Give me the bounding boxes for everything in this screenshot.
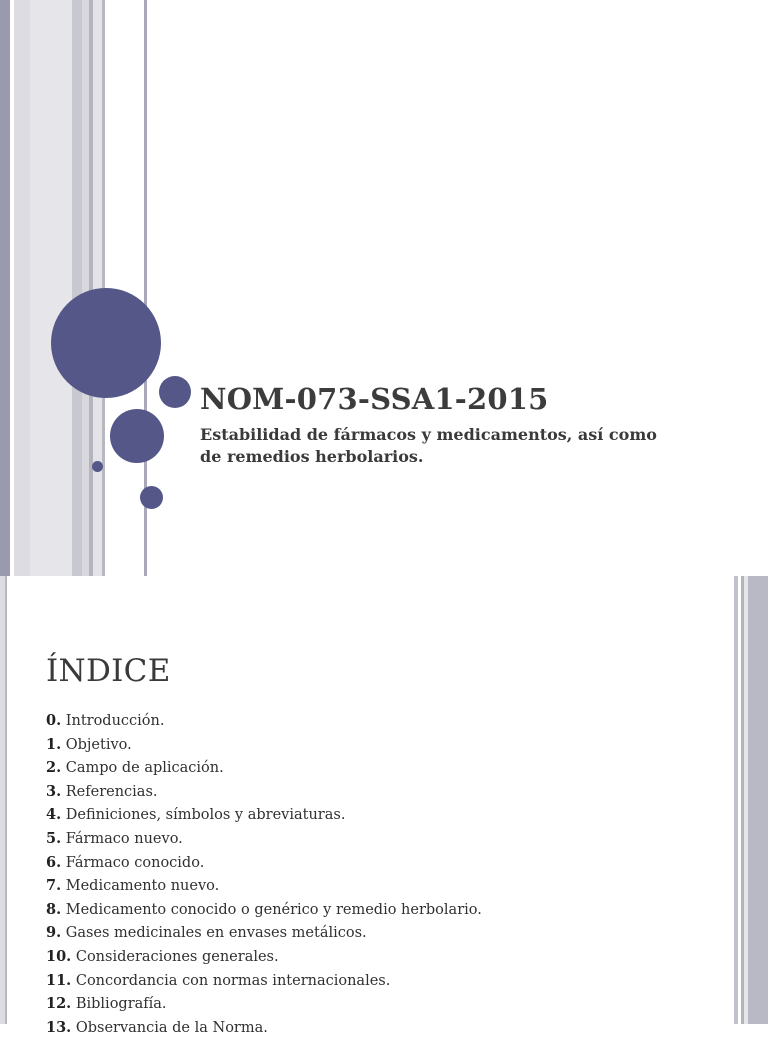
index-item-text: Fármaco conocido. [65,854,205,871]
index-item [46,945,482,969]
index-item [46,874,482,898]
index-item [46,921,482,945]
index-item-text: Fármaco nuevo. [65,830,183,847]
decorative-stripe [748,576,768,1024]
index-title: ÍNDICE [46,653,171,689]
index-list [46,709,482,1039]
index-item [46,1016,482,1040]
small-circle-decoration [159,376,191,408]
slide-title: NOM-073-SSA1-2015 [200,382,549,416]
index-item-number: 11. [46,971,72,989]
index-item [46,756,482,780]
index-item-number: 6. [46,853,62,871]
index-item-text: Consideraciones generales. [75,948,279,965]
index-item-text: Objetivo. [65,736,132,753]
index-item [46,969,482,993]
index-item-text: Referencias. [65,783,158,800]
tiny-circle-decoration [92,461,103,472]
decorative-stripe [72,0,82,576]
index-item [46,733,482,757]
index-item-number: 3. [46,782,62,800]
decorative-stripe [30,0,72,576]
index-item-text: Concordancia con normas internacionales. [75,972,391,989]
index-item-text: Introducción. [65,713,165,729]
index-item-text: Medicamento conocido o genérico y remedio herbolario. [65,901,482,918]
small-circle-decoration [140,486,163,509]
index-item-number: 12. [46,995,72,1013]
index-item [46,709,482,733]
index-item-number: 4. [46,806,62,824]
decorative-stripe [5,576,7,1024]
index-item [46,780,482,804]
index-item [46,803,482,827]
index-item-number: 2. [46,759,62,777]
index-item-text: Definiciones, símbolos y abreviaturas. [65,807,346,824]
index-item [46,827,482,851]
index-item-number: 13. [46,1018,72,1036]
index-item-text: Campo de aplicación. [65,760,224,777]
index-item [46,992,482,1016]
index-item [46,898,482,922]
decorative-stripe [14,0,30,576]
medium-circle-decoration [110,409,164,463]
index-item-number: 5. [46,829,62,847]
index-item-text: Bibliografía. [75,996,167,1013]
index-item-number: 0. [46,712,62,729]
index-item-text: Gases medicinales en envases metálicos. [65,925,367,942]
index-item-text: Observancia de la Norma. [75,1019,268,1036]
decorative-stripe [0,0,10,576]
slide-subtitle: Estabilidad de fármacos y medicamentos, así como de remedios herbolarios. [200,425,657,466]
index-item-number: 10. [46,947,72,965]
decorative-stripe [82,0,89,576]
index-item-number: 9. [46,924,62,942]
index-item-number: 7. [46,877,62,895]
index-item-number: 8. [46,900,62,918]
large-circle-decoration [51,288,161,398]
index-item-text: Medicamento nuevo. [65,878,220,895]
index-item-number: 1. [46,735,62,753]
index-item [46,851,482,875]
